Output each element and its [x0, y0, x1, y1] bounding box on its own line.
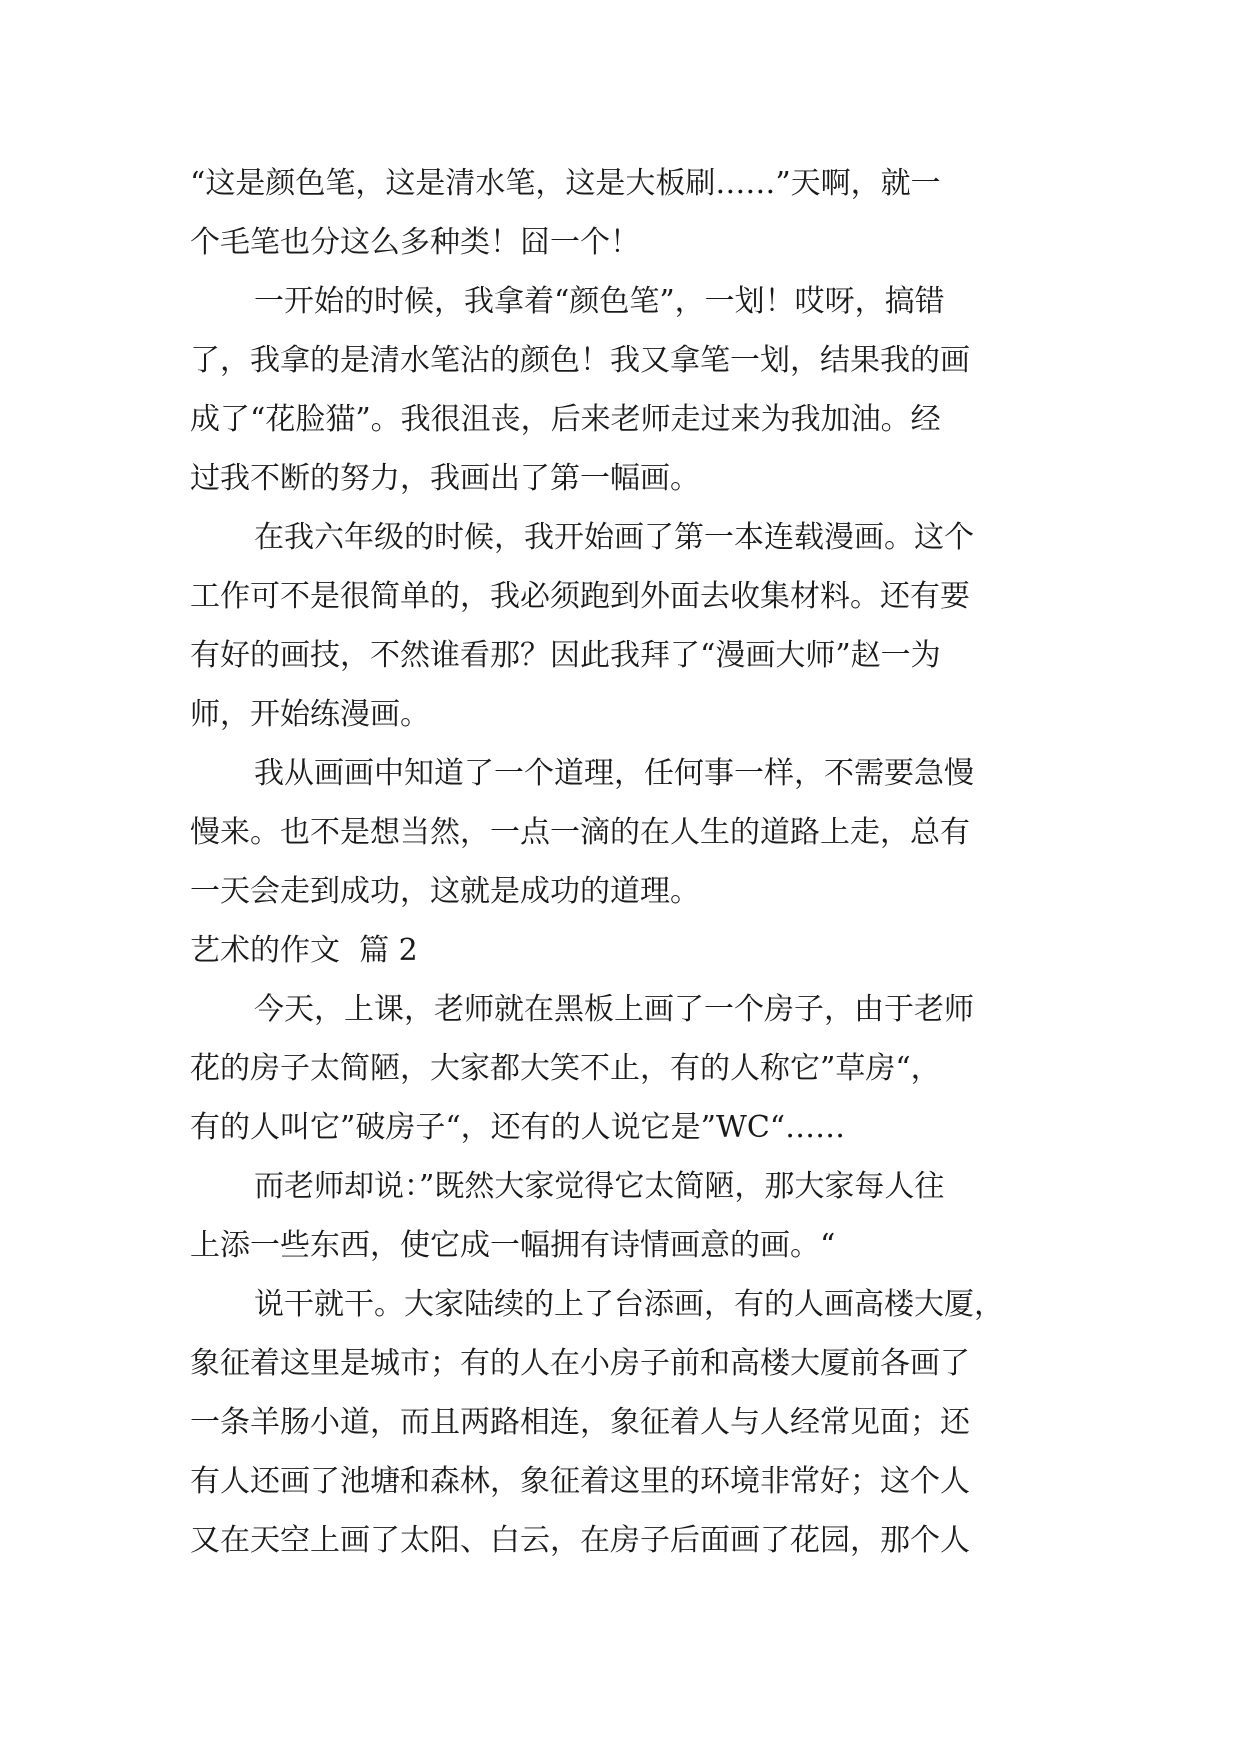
text-line: 今天，上课，老师就在黑板上画了一个房子，由于老师	[254, 992, 974, 1027]
text-line: 一天会走到成功，这就是成功的道理。	[190, 874, 700, 909]
text-line: 成了“花脸猫”。我很沮丧，后来老师走过来为我加油。经	[190, 402, 941, 437]
text-line: 有好的画技，不然谁看那？因此我拜了“漫画大师”赵一为	[190, 638, 941, 673]
section-heading: 艺术的作文 篇 2	[190, 933, 418, 968]
text-line: 上添一些东西，使它成一幅拥有诗情画意的画。“	[190, 1228, 836, 1263]
text-line: 说干就干。大家陆续的上了台添画，有的人画高楼大厦，	[254, 1287, 1004, 1322]
text-line: 而老师却说：”既然大家觉得它太简陋，那大家每人往	[254, 1169, 945, 1204]
text-line: 又在天空上画了太阳、白云，在房子后面画了花园，那个人	[190, 1523, 970, 1558]
text-line: 花的房子太简陋，大家都大笑不止，有的人称它”草房“，	[190, 1051, 941, 1086]
text-line: 象征着这里是城市；有的人在小房子前和高楼大厦前各画了	[190, 1346, 970, 1381]
text-line: 有人还画了池塘和森林，象征着这里的环境非常好；这个人	[190, 1464, 970, 1499]
document-body	[190, 154, 1058, 1570]
text-line: 个毛笔也分这么多种类！囧一个！	[190, 225, 640, 260]
text-line: 师，开始练漫画。	[190, 697, 430, 732]
text-line: 有的人叫它”破房子“，还有的人说它是”WC“……	[190, 1110, 846, 1145]
text-line: 了，我拿的是清水笔沾的颜色！我又拿笔一划，结果我的画	[190, 343, 970, 378]
text-line: 过我不断的努力，我画出了第一幅画。	[190, 461, 700, 496]
text-line: 一条羊肠小道，而且两路相连，象征着人与人经常见面；还	[190, 1405, 970, 1440]
text-line: 一开始的时候，我拿着“颜色笔”，一划！哎呀，搞错	[254, 284, 945, 319]
text-line: “这是颜色笔，这是清水笔，这是大板刷……”天啊，就一	[190, 166, 941, 201]
text-line: 在我六年级的时候，我开始画了第一本连载漫画。这个	[254, 520, 974, 555]
text-line: 工作可不是很简单的，我必须跑到外面去收集材料。还有要	[190, 579, 970, 614]
text-line: 慢来。也不是想当然，一点一滴的在人生的道路上走，总有	[190, 815, 970, 850]
text-line: 我从画画中知道了一个道理，任何事一样，不需要急慢	[254, 756, 974, 791]
